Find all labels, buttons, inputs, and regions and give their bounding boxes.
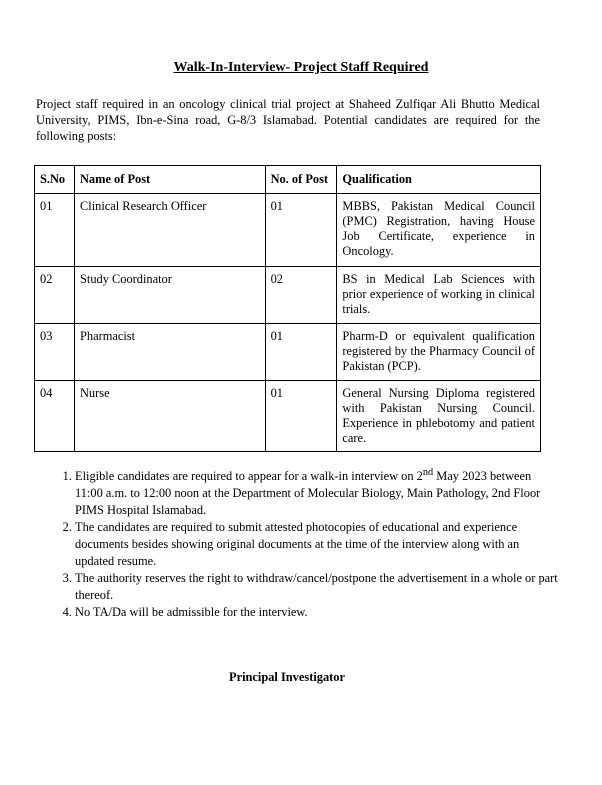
cell-qualification: MBBS, Pakistan Medical Council (PMC) Registration, having House Job Certificate, experience in Oncology. xyxy=(337,194,541,267)
cell-post-name: Clinical Research Officer xyxy=(74,194,265,267)
posts-table xyxy=(34,165,541,452)
header-qualification: Qualification xyxy=(337,166,541,194)
table-header-row xyxy=(35,166,541,194)
table-row xyxy=(35,381,541,452)
cell-post-name: Nurse xyxy=(74,381,265,452)
list-item xyxy=(75,464,560,519)
header-post-count: No. of Post xyxy=(265,166,337,194)
list-item: 4. No TA/Da will be admissible for the interview. xyxy=(75,604,560,621)
list-item: 3. The authority reserves the right to withdraw/cancel/postpone the advertisement in a whole or part thereof. xyxy=(75,570,560,604)
signature-title: Principal Investigator xyxy=(229,670,345,684)
cell-post-name: Study Coordinator xyxy=(74,267,265,324)
cell-post-count: 01 xyxy=(265,324,337,381)
header-post-name: Name of Post xyxy=(74,166,265,194)
intro-paragraph: Project staff required in an oncology clinical trial project at Shaheed Zulfiqar Ali Bhutto Medical University, PIMS, Ibn-e-Sina road, G-8/3 Islamabad. Potential candidates are required for the following posts: xyxy=(36,97,540,143)
list-item: 2. The candidates are required to submit attested photocopies of educational and experience documents besides showing original documents at the time of the interview along with an updated resume. xyxy=(75,519,560,570)
cell-qualification: Pharm-D or equivalent qualification registered by the Pharmacy Council of Pakistan (PCP). xyxy=(337,324,541,381)
page-title: Walk-In-Interview- Project Staff Required xyxy=(173,60,429,75)
note-text: May 2023 between 11:00 a.m. to 12:00 noon at the Department of Molecular Biology, Main Pathology, 2nd Floor PIMS Hospital Islamabad. xyxy=(75,469,541,518)
cell-post-count: 01 xyxy=(265,194,337,267)
table-row xyxy=(35,194,541,267)
note-text: Eligible candidates are required to appear for a walk-in interview on 2 xyxy=(75,469,423,484)
cell-post-count: 02 xyxy=(265,267,337,324)
note-superscript: nd xyxy=(422,467,434,478)
table-row xyxy=(35,267,541,324)
cell-post-count: 01 xyxy=(265,381,337,452)
cell-post-name: Pharmacist xyxy=(74,324,265,381)
cell-sno: 02 xyxy=(35,267,75,324)
cell-sno: 03 xyxy=(35,324,75,381)
cell-sno: 01 xyxy=(35,194,75,267)
cell-qualification: General Nursing Diploma registered with Pakistan Nursing Council. Experience in phlebotomy and patient care. xyxy=(337,381,541,452)
cell-qualification: BS in Medical Lab Sciences with prior experience of working in clinical trials. xyxy=(337,267,541,324)
notes-list xyxy=(55,464,560,621)
header-sno: S.No xyxy=(35,166,75,194)
cell-sno: 04 xyxy=(35,381,75,452)
table-row xyxy=(35,324,541,381)
